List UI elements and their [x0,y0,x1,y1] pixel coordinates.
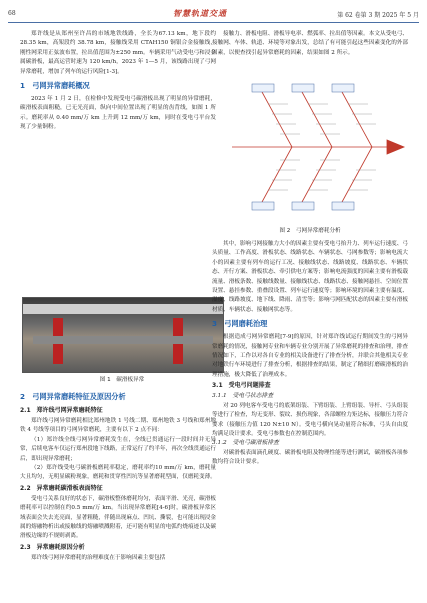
section-1-title: 1 弓网异常磨耗概况 [20,81,90,91]
page-header [8,8,419,23]
fishbone-box [332,84,354,92]
fishbone-rib [302,147,332,202]
fishbone-rib [342,147,372,202]
left-column-bottom [20,388,216,563]
fishbone-rib [262,92,292,147]
section-2-title: 2 弓网异常磨耗特征及原因分析 [20,392,126,401]
fishbone-rib [262,147,292,202]
section-2-1-p1: 郑许线弓网异常磨耗相比郑州地铁 1 号线二期、郑州地铁 3 号线和郑州地铁 4 号线等项目的弓网异常磨耗，主要有以下 2 点不同： [20,418,216,434]
section-3-1-title: 3.1 受电弓问题排查 [212,382,271,390]
section-2-2-p1: 受电弓关系良好的状态下，碳滑板整体磨耗均匀，表面平滑、光亮，碳滑板磨耗率可以控制在约0.5 mm/万 km。当出现异常磨耗[4-6]时，碳滑板异常区域表面会失去光亮面，显著粗糙，伴随出现麻点、凹坑、撕裂，也可能出现浸金属的熔融物析出或接触线的熔融喷溅附着，还可能有明显的电弧灼烧痕迹以及碳滑板边缘的不规则剥离。 [20,495,216,540]
fishbone-box [252,84,274,92]
section-3-p1: 根据造成弓网异常磨耗[7-9]的原因，针对郑许线试运行期间发生的弓网异常磨耗的情况，接触网专业和车辆专业分别开展了异常磨耗的排查和治理，排查情况如下，工作以对各自专业的相关设备进行了排查分析，并联合其他相关专业对地铁行车环境进行了排查分析，根据排查的结果，制定了精细打磨碳滑板的治理措施，极大降低了治理成本。 [212,334,408,378]
issue-info: 第 62 卷第 3 期 2025 年 5 月 [337,12,419,19]
photo-carbon-strip [33,336,213,344]
right-column-top [212,30,408,58]
section-1-paragraph: 2023 年 1 月 2 日，在检修中发现受电弓碳滑板出现了明显的异常磨耗，碳滑板表面粗糙，已无光亮面，纵向中间位置出现了明显的齿背线，如图 1 所示。磨耗率从 0.40 mm/万 km 上升到 12 mm/万 km，同时在受电弓平台发现了少量铜粉。 [20,96,216,131]
section-3-1-1-p1: 对 20 列电客车受电弓的底架组装、下臂组装、上臂组装、导杆、弓头组装等进行了检查，均无变形、裂纹、损伤现象，各部螺栓力矩达标，接触压力符合要求（接触压力值 120 N±10 N）。受电弓横向晃动量符合标准，弓头自由度均满足设计要求。受电弓参数也在控制范围内。 [212,402,408,437]
figure-1-caption: 图 1 碳滑板异常 [99,377,145,383]
fishbone-rib [302,92,332,147]
fishbone-head [387,140,404,154]
section-2-3-p2: 其中，影响弓网接触力大小的因素主要有受电弓抬升力、列车运行速度、弓头质量、工作高度、滑板状态、线路状态、车辆状态、弓网参数等；影响电流大小的因素主要有列车的运行工况、接触线状态、线路坡度、线路状态、车辆状态、开行方案、滑板状态、牵引供电方案等；影响电流强度的因素主要有滑板载流量、滑板条数、接触线数量、接触线状态、线路状态、接触网悬挂、空间位置设置、悬挂参数、重叠段设置、列车运行速度等；影响环境的因素主要有温度、湿度、线路坡度、地下线、降雨、清雪等；影响弓网匹配状态的因素主要有滑板材质、车辆状态、接触网状态等。 [212,241,408,313]
page-number: 68 [8,10,16,17]
figure-2-caption: 图 2 弓网异常磨耗分析 [279,228,341,234]
section-2-1-title: 2.1 郑许线弓网异常磨耗特征 [20,407,103,414]
fishbone-box [252,202,274,210]
section-3-title: 3 弓网磨耗治理 [212,319,268,329]
fishbone-box [292,84,314,92]
photo-beam [23,304,223,314]
left-column-top [20,30,216,133]
fishbone-box [292,202,314,210]
fishbone-rib [342,92,372,147]
section-3-1-2-p1: 对碳滑板表面滴孔硬度、碳滑板电阻及物理性能等进行测试，碳滑板各项参数均符合设计要求。 [212,449,408,466]
section-3-1-1-title: 3.1.1 受电弓状态排查 [212,393,274,400]
fishbone-box [332,202,354,210]
journal-name: 智慧轨道交通 [173,8,227,18]
section-2-3-title: 2.3 异常磨耗原因分析 [20,543,85,551]
section-2-1-p3: （2）郑许线受电弓碳滑板磨耗率稳定，磨耗率约10 mm/万 km，磨耗量大且均匀，无明显碳粉现象，磨耗和贯穿性凹坑等显著磨耗型面，仅磨耗变薄。 [20,465,216,481]
figure-1-photo [22,297,224,373]
section-2-1-p2: （1）郑许线全线弓网异常磨耗发生在，全线已贯通运行一段时间并无异常，后续电客车仅运行郑州段地下线路，正常运行了约半年，再次全线贯通运行后，即出现异常磨耗； [20,436,216,462]
intro-paragraph: 郑许线是从郑州至许昌的市域地铁线路，全长为67.13 km，地下段约 28.35 km，高架段约 38.78 km，接触线采用 CTAH150 铜银合金接触线，刚性网采用正弦波布置，拉出值范围为±250 mm。车辆采用气动受电弓和浸金属碳滑板，最高运营时速为 120 km/h，2023 年 1—5 月，该线路出现了弓网异常磨耗，增加了列车的运行风险[1-3]。 [20,31,216,75]
section-2-2-title: 2.2 异常磨耗碳滑板表面特征 [20,484,103,492]
right-column-bottom [212,240,408,468]
figure-2-fishbone-diagram [222,72,412,222]
right-intro-paragraph: 接触力、滑板电阻、滑板导电率、燃弧率、拉出值等因素。本文从受电弓、接触网、车体、轨道、环境等对象出发，总结了有可能引起这些因素变化的外部因素，以便查找引起异常磨耗的因素，结果如图 2 所示。 [212,31,408,56]
section-2-3-p1: 郑许线弓网异常磨耗的治理难度在于影响因素主要包括 [31,554,166,561]
section-3-1-2-title: 3.1.2 受电弓碳滑板排查 [212,440,279,447]
